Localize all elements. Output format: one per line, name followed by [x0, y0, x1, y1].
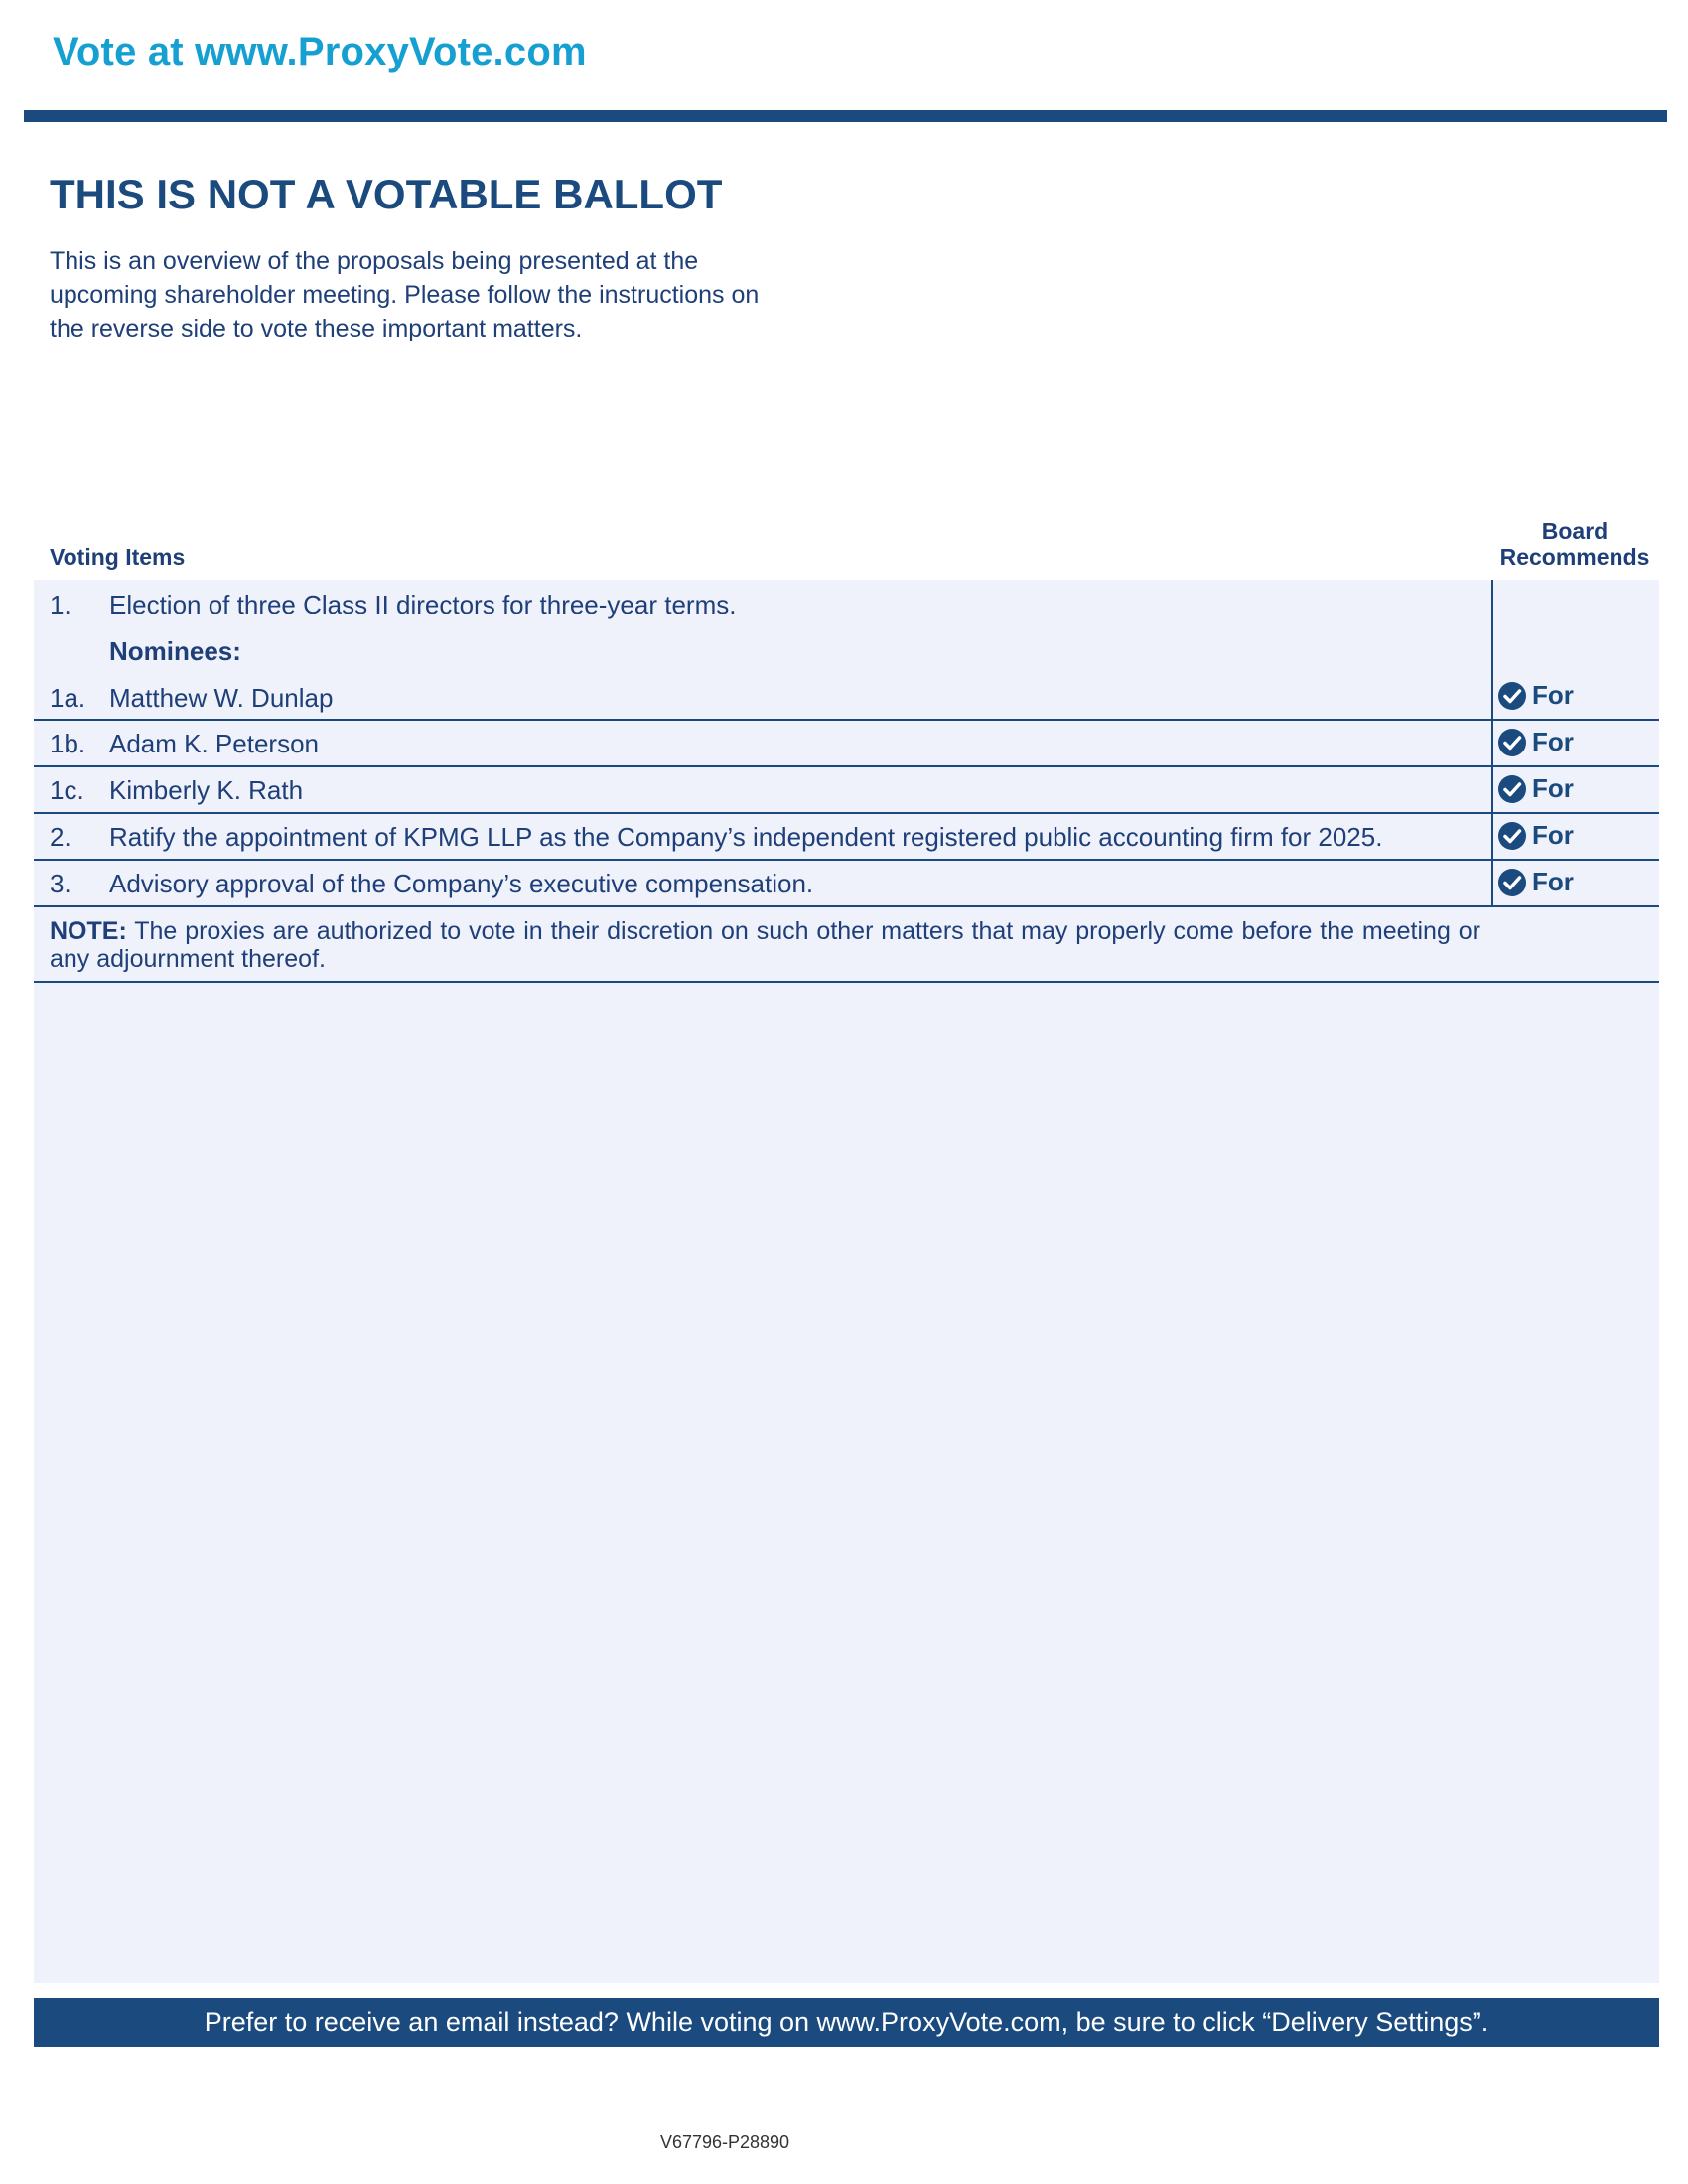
recommendation-cell: [1491, 767, 1659, 812]
nominee-name: Adam K. Peterson: [109, 729, 319, 758]
note-text: The proxies are authorized to vote in their discretion on such other matters that may properly come before the meeting or any adjournment thereof.: [50, 917, 1480, 973]
recommendation-label: For: [1532, 867, 1574, 896]
voting-items-table: [34, 580, 1659, 983]
table-row-item-1: [34, 580, 1659, 713]
nominees-label: Nominees:: [109, 636, 241, 666]
item-text: Election of three Class II directors for three-year terms.: [109, 590, 737, 619]
column-header-voting-items: Voting Items: [50, 544, 186, 570]
nominee-name: Matthew W. Dunlap: [109, 683, 334, 713]
header-title: Vote at www.ProxyVote.com: [53, 30, 587, 73]
board-header-line: Recommends: [1499, 544, 1650, 570]
delivery-settings-banner: [34, 1998, 1659, 2047]
table-row: [34, 767, 1659, 814]
intro-line: upcoming shareholder meeting. Please follow the instructions on: [50, 281, 760, 309]
recommendation: [1497, 773, 1574, 804]
table-row: [34, 861, 1659, 907]
recommendation-label: For: [1532, 727, 1574, 756]
note-label: NOTE:: [50, 917, 127, 945]
intro-line: This is an overview of the proposals being presented at the: [50, 247, 699, 275]
item-number: 1.: [50, 590, 71, 619]
check-circle-icon: [1497, 821, 1527, 851]
table-row: [34, 814, 1659, 861]
item-number: 1a.: [50, 683, 86, 713]
recommendation: [1497, 820, 1574, 851]
recommendation-cell: [1491, 814, 1659, 859]
item-number: 1b.: [50, 729, 86, 758]
check-circle-icon: [1497, 774, 1527, 804]
nominee-name: Kimberly K. Rath: [109, 775, 304, 805]
recommendation: [1497, 867, 1574, 897]
intro-text: [50, 244, 864, 345]
intro-line: the reverse side to vote these important matters.: [50, 315, 583, 342]
header-divider: [24, 110, 1667, 122]
table-row-separator: [34, 696, 1659, 721]
ballot-title: THIS IS NOT A VOTABLE BALLOT: [50, 171, 723, 217]
recommendation-label: For: [1532, 773, 1574, 803]
item-text: Ratify the appointment of KPMG LLP as the Company’s independent registered public accounting firm for 2025.: [109, 822, 1383, 852]
item-number: 3.: [50, 869, 71, 898]
banner-text: Prefer to receive an email instead? While voting on www.ProxyVote.com, be sure to click “Delivery Settings”.: [204, 2007, 1489, 2037]
item-number: 2.: [50, 822, 71, 852]
note: [34, 907, 1659, 983]
item-number: 1c.: [50, 775, 84, 805]
document-code: V67796-P28890: [659, 2132, 790, 2152]
table-row: [34, 721, 1659, 767]
recommendation-label: For: [1532, 680, 1574, 710]
check-circle-icon: [1497, 868, 1527, 897]
column-header-board-recommends: [1487, 518, 1662, 570]
board-header-line: Board: [1541, 518, 1609, 544]
check-circle-icon: [1497, 728, 1527, 757]
recommendation: [1497, 727, 1574, 757]
recommendation-cell: [1491, 721, 1659, 765]
recommendation-cell: [1491, 861, 1659, 905]
recommendation-label: For: [1532, 820, 1574, 850]
item-text: Advisory approval of the Company’s executive compensation.: [109, 869, 814, 898]
